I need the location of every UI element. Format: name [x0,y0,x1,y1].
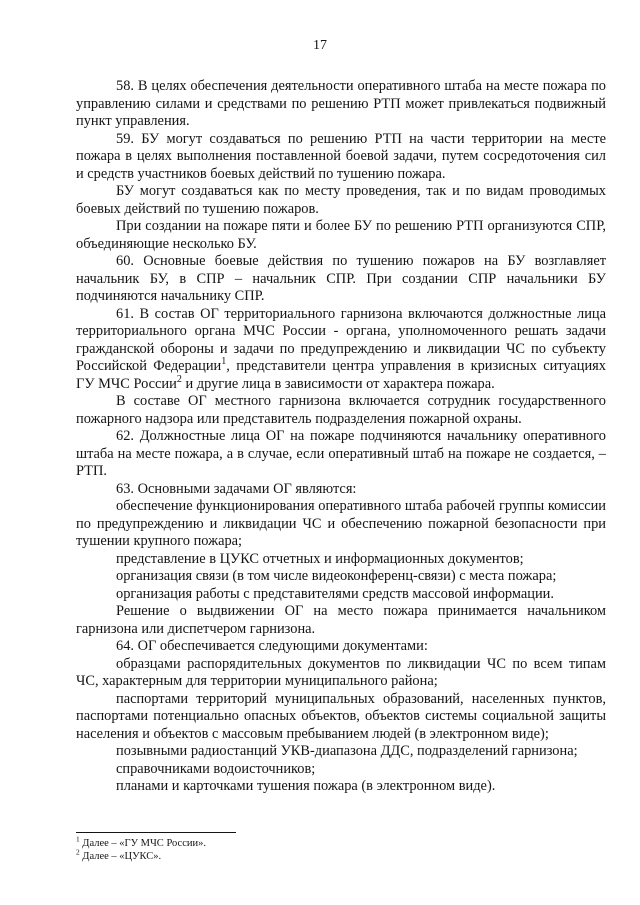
footnote-text: Далее – «ЦУКС». [79,851,162,862]
paragraph-58: 58. В целях обеспечения деятельности оперативного штаба на месте пожара по управлению силами и средствами по решению РТП может привлекаться подвижный пункт управления. [76,78,606,129]
paragraph-61-local: В составе ОГ местного гарнизона включается сотрудник государственного пожарного надзора или представитель подразделения пожарной охраны. [76,393,606,427]
paragraph-61-text-3: и другие лица в зависимости от характера пожара. [181,375,495,392]
paragraph-61-text-2: , представители центра управления в кризисных ситуациях ГУ МЧС России [76,358,606,392]
paragraph-62: 62. Должностные лица ОГ на пожаре подчиняются начальнику оперативного штаба на месте пожара, а в случае, если оперативный штаб на пожаре не создается, – РТП. [76,428,606,479]
paragraph-63: 63. Основными задачами ОГ являются: [116,480,357,497]
list-item: обеспечение функционирования оперативного штаба рабочей группы комиссии по предупреждению и ликвидации ЧС и обеспечению пожарной безопасности при тушении крупного пожара; [76,498,606,549]
document-body [76,78,606,796]
list-item: организация работы с представителями средств массовой информации. [116,585,554,602]
paragraph-64: 64. ОГ обеспечивается следующими документами: [116,638,428,654]
paragraph-60: 60. Основные боевые действия по тушению пожаров на БУ возглавляет начальник БУ, в СПР – начальник СПР. При создании СПР начальники БУ подчиняются начальнику СПР. [76,253,606,304]
paragraph-61 [76,306,606,394]
paragraph-61-text-1: 61. В состав ОГ территориального гарнизона включаются должностные лица территориального органа МЧС России - органа, уполномоченного решать задачи гражданской обороны и задачи по предупреждению и ликвидации ЧС по субъекту Российской Федерации [76,305,606,374]
list-item: образцами распорядительных документов по ликвидации ЧС по всем типам ЧС, характерным для территории муниципального района; [76,655,606,689]
footnote-mark: 2 [76,847,80,857]
list-item: организация связи (в том числе видеоконференц-связи) с места пожара; [116,568,557,584]
footnote-1 [76,834,596,850]
paragraph-59-continued: БУ могут создаваться как по месту проведения, так и по видам проводимых боевых действий по тушению пожаров. [76,183,606,217]
list-item: паспортами территорий муниципальных образований, населенных пунктов, паспортами потенциально опасных объектов, объектов системы социальной защиты населения и объектов с массовым пребыванием людей (в электронном виде); [76,690,606,742]
list-item: позывными радиостанций УКВ-диапазона ДДС, подразделений гарнизона; [116,743,578,759]
paragraph-59-spr: При создании на пожаре пяти и более БУ по решению РТП организуются СПР, объединяющие несколько БУ. [76,218,606,252]
paragraph-63-decision: Решение о выдвижении ОГ на место пожара принимается начальником гарнизона или диспетчером гарнизона. [76,603,606,637]
footnote-divider [76,832,236,833]
list-item: планами и карточками тушения пожара (в электронном виде). [116,778,496,794]
footnote-ref-1: 1 [221,356,227,368]
footnote-ref-2: 2 [176,373,182,385]
footnote-2 [76,847,596,863]
footnote-text: Далее – «ГУ МЧС России». [79,838,206,849]
footnote-mark: 1 [76,834,80,844]
footnotes [76,834,596,863]
page-number: 17 [313,38,327,53]
paragraph-59: 59. БУ могут создаваться по решению РТП на части территории на месте пожара в целях выполнения поставленной боевой задачи, путем сосредоточения сил и средств участников боевых действий по тушению пожара. [76,130,606,182]
list-item: справочниками водоисточников; [116,760,316,777]
list-item: представление в ЦУКС отчетных и информационных документов; [116,550,524,567]
